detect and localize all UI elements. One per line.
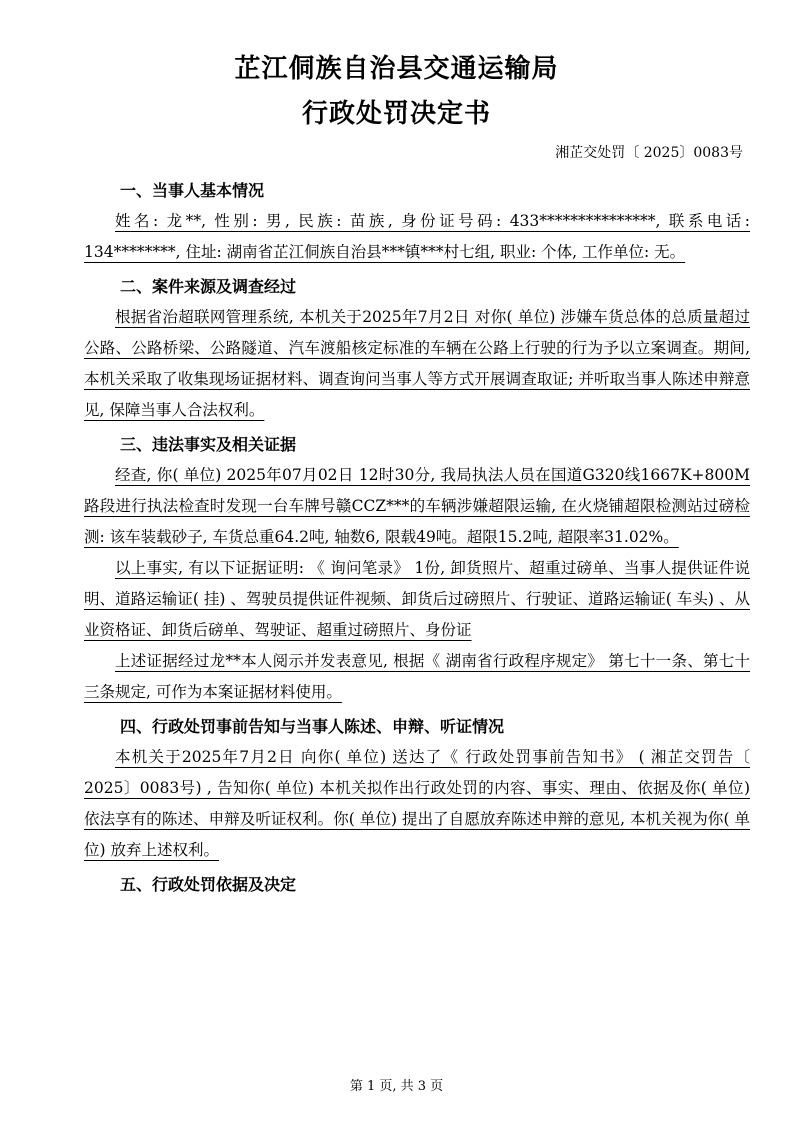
section-5-heading: 五、行政处罚依据及决定 (120, 875, 297, 894)
section-4-heading: 四、行政处罚事前告知与当事人陈述、申辩、听证情况 (120, 717, 505, 736)
document-number: 湘芷交处罚〔 2025〕0083号 (555, 145, 743, 161)
section-2-heading: 二、案件来源及调查经过 (120, 277, 297, 296)
section-2-paragraph: 根据省治超联网管理系统, 本机关于2025年7月2日 对你( 单位) 涉嫌车货总体的总质量超过公路、公路桥梁、公路隧道、汽车渡船核定标准的车辆在公路上行驶的行为予以立案调查。期间, 本机关采取了收集现场证据材料、调查询问当事人等方式开展调查取证; 并听取当事人陈述申辩意见, 保障当事人合法权利。 (84, 308, 750, 419)
section-3-heading: 三、违法事实及相关证据 (120, 435, 297, 454)
section-3-paragraph-facts: 经查, 你( 单位) 2025年07月02日 12时30分, 我局执法人员在国道G320线1667K+800M路段进行执法检查时发现一台车牌号赣CCZ***的车辆涉嫌超限运输, 在火烧铺超限检测站过磅检测: 该车装载砂子, 车货总重64.2吨, 轴数6, 限载49吨。超限15.2吨, 超限率31.02%。 (84, 466, 750, 546)
section-3-paragraph-evidence: 以上事实, 有以下证据证明: 《 询问笔录》 1份, 卸货照片、超重过磅单、当事人提供证件说明、道路运输证( 挂) 、驾驶员提供证件视频、卸货后过磅照片、行驶证、道路运输证( 车头) 、从业资格证、卸货后磅单、驾驶证、超重过磅照片、身份证 (84, 559, 750, 639)
section-1-heading: 一、当事人基本情况 (120, 181, 265, 200)
section-3-paragraph-review: 上述证据经过龙**本人阅示并发表意见, 根据《 湖南省行政程序规定》 第七十一条、第七十三条规定, 可作为本案证据材料使用。 (84, 652, 750, 701)
document-body (84, 172, 750, 900)
section-4-paragraph: 本机关于2025年7月2日 向你( 单位) 送达了《 行政处罚事前告知书》 ( 湘芷交罚告〔 2025〕0083号) , 告知你( 单位) 本机关拟作出行政处罚的内容、事实、理由、依据及你( 单位) 依法享有的陈述、申辩及听证权利。你( 单位) 提出了自愿放弃陈述申辩的意见, 本机关视为你( 单位) 放弃上述权利。 (84, 748, 750, 859)
document-subtitle: 行政处罚决定书 (301, 99, 491, 129)
document-title: 芷江侗族自治县交通运输局 (234, 54, 559, 84)
page-footer: 第 1 页, 共 3 页 (349, 1079, 444, 1094)
section-1-paragraph: 姓名: 龙**, 性别: 男, 民族: 苗族, 身份证号码: 433***************, 联系电话: 134********, 住址: 湖南省芷江侗族自治县***镇***村七组, 职业: 个体, 工作单位: 无。 (84, 212, 750, 261)
